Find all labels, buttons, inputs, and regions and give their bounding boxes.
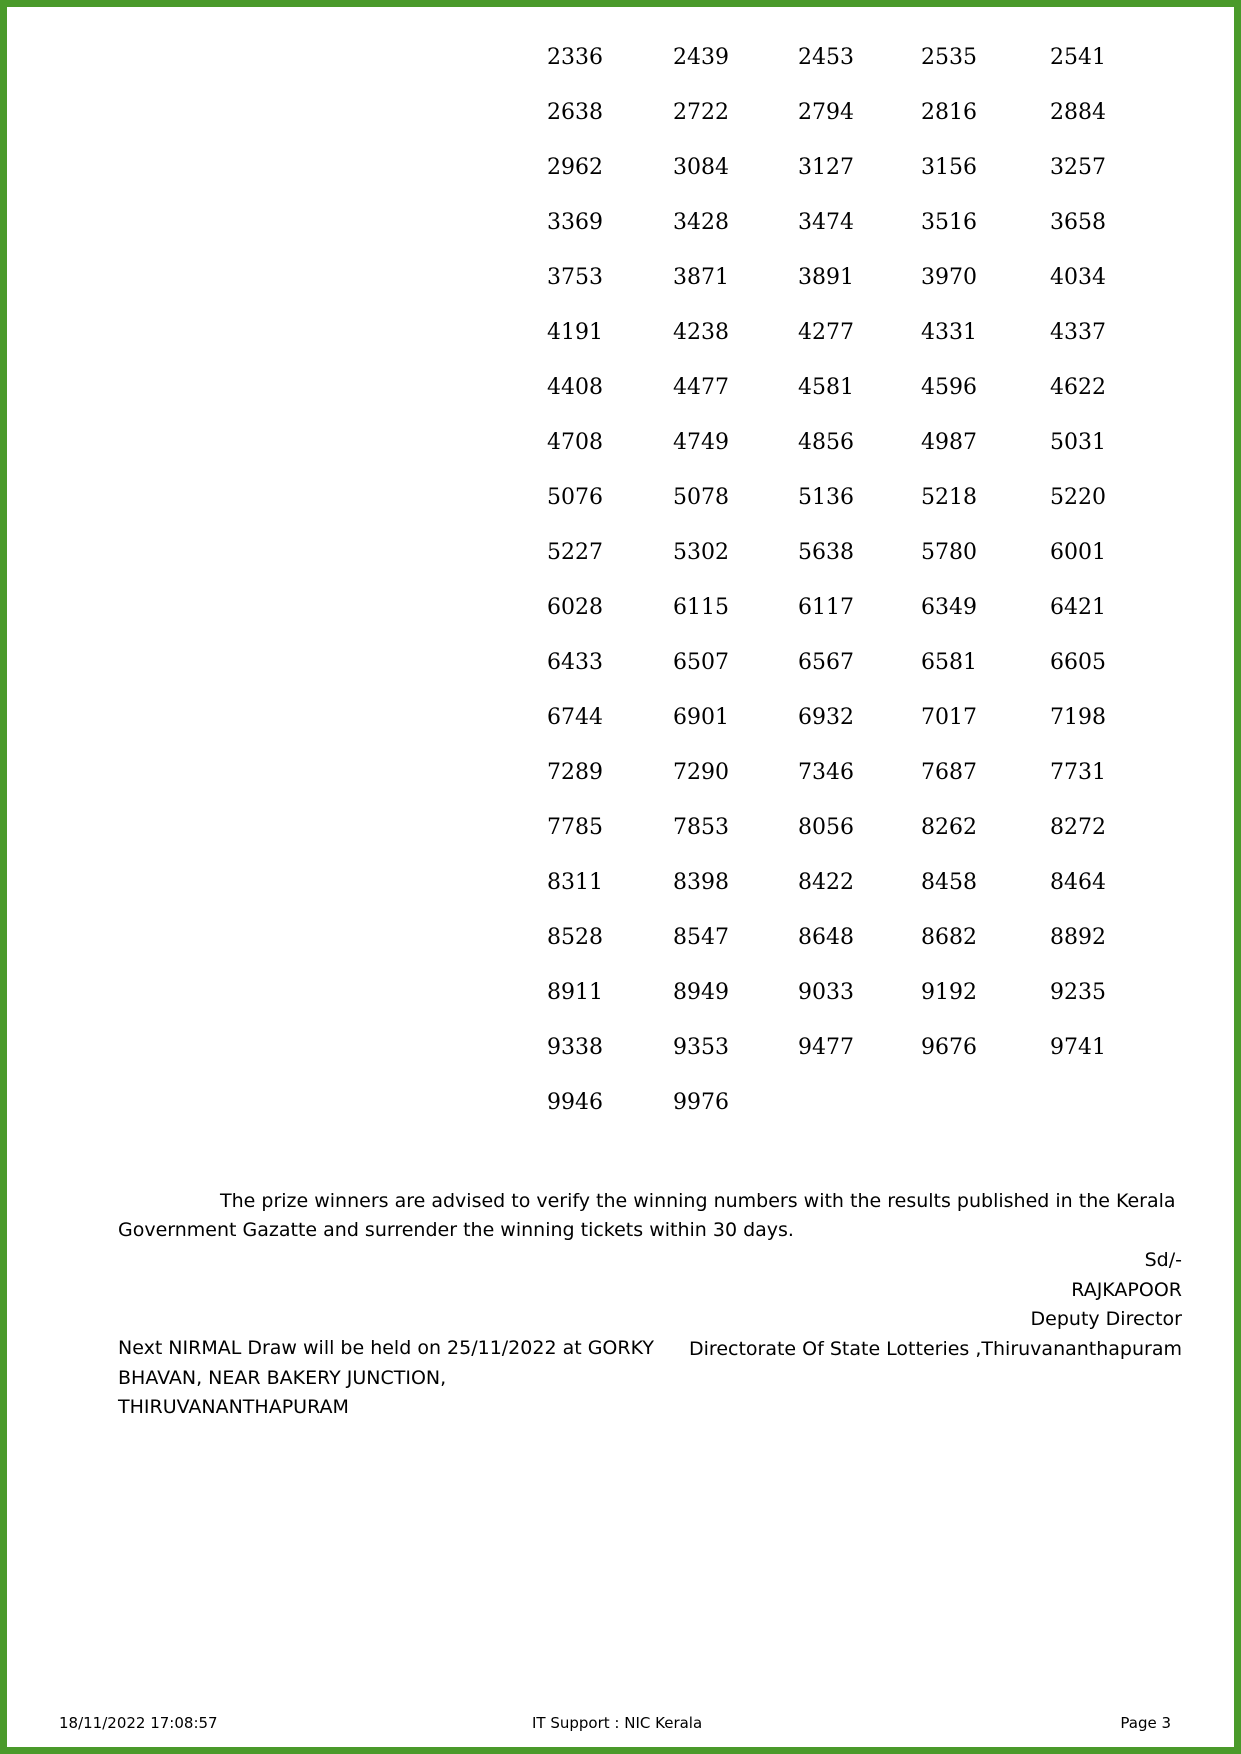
winning-number: 6115 bbox=[673, 595, 729, 620]
number-row bbox=[0, 44, 1241, 99]
winning-number: 4238 bbox=[673, 320, 729, 345]
winning-number: 7346 bbox=[798, 760, 854, 785]
winning-number: 5136 bbox=[798, 485, 854, 510]
winning-number: 6581 bbox=[921, 650, 977, 675]
winning-number: 8458 bbox=[921, 870, 977, 895]
winning-number: 7290 bbox=[673, 760, 729, 785]
number-row bbox=[0, 979, 1241, 1034]
signatory-designation: Deputy Director bbox=[1030, 1308, 1182, 1330]
winning-number: 4596 bbox=[921, 375, 977, 400]
winning-number: 6433 bbox=[547, 650, 603, 675]
winning-number: 8682 bbox=[921, 925, 977, 950]
winning-number: 5302 bbox=[673, 540, 729, 565]
winning-number: 9477 bbox=[798, 1035, 854, 1060]
winning-number: 5780 bbox=[921, 540, 977, 565]
winning-number: 2336 bbox=[547, 45, 603, 70]
number-row bbox=[0, 924, 1241, 979]
winning-number: 2535 bbox=[921, 45, 977, 70]
number-row bbox=[0, 484, 1241, 539]
number-row bbox=[0, 594, 1241, 649]
winning-number: 6932 bbox=[798, 705, 854, 730]
next-draw-notice: Next NIRMAL Draw will be held on 25/11/2022 at GORKY BHAVAN, NEAR BAKERY JUNCTION, THIRUVANANTHAPURAM bbox=[118, 1337, 654, 1418]
number-row bbox=[0, 759, 1241, 814]
winning-number: 2962 bbox=[547, 155, 603, 180]
winning-number: 9976 bbox=[673, 1090, 729, 1115]
winning-number: 4277 bbox=[798, 320, 854, 345]
winning-number: 4749 bbox=[673, 430, 729, 455]
winning-number: 5220 bbox=[1050, 485, 1106, 510]
winning-number: 7853 bbox=[673, 815, 729, 840]
number-row bbox=[0, 539, 1241, 594]
winning-number: 4337 bbox=[1050, 320, 1106, 345]
signature-block bbox=[689, 1246, 1182, 1364]
number-row bbox=[0, 649, 1241, 704]
winning-number: 7198 bbox=[1050, 705, 1106, 730]
number-row bbox=[0, 704, 1241, 759]
number-row bbox=[0, 99, 1241, 154]
winning-number: 9033 bbox=[798, 980, 854, 1005]
winning-number: 3658 bbox=[1050, 210, 1106, 235]
winning-number: 5227 bbox=[547, 540, 603, 565]
number-row bbox=[0, 1034, 1241, 1089]
winning-number: 9741 bbox=[1050, 1035, 1106, 1060]
winning-number: 4622 bbox=[1050, 375, 1106, 400]
winning-number: 7731 bbox=[1050, 760, 1106, 785]
winning-number: 9192 bbox=[921, 980, 977, 1005]
winning-number: 6001 bbox=[1050, 540, 1106, 565]
winning-number: 9338 bbox=[547, 1035, 603, 1060]
winning-number: 7289 bbox=[547, 760, 603, 785]
winning-number: 3891 bbox=[798, 265, 854, 290]
winning-number: 6507 bbox=[673, 650, 729, 675]
winning-number: 6028 bbox=[547, 595, 603, 620]
winning-number: 3970 bbox=[921, 265, 977, 290]
winning-number: 8648 bbox=[798, 925, 854, 950]
winning-number: 9353 bbox=[673, 1035, 729, 1060]
winning-number: 4856 bbox=[798, 430, 854, 455]
winning-number: 8528 bbox=[547, 925, 603, 950]
footer-page-number: Page 3 bbox=[1120, 1714, 1171, 1732]
winning-number: 6901 bbox=[673, 705, 729, 730]
winning-number: 3257 bbox=[1050, 155, 1106, 180]
winning-number: 3084 bbox=[673, 155, 729, 180]
winning-number: 4477 bbox=[673, 375, 729, 400]
winning-number: 2453 bbox=[798, 45, 854, 70]
winning-number: 4034 bbox=[1050, 265, 1106, 290]
winning-number: 7017 bbox=[921, 705, 977, 730]
winning-number: 3516 bbox=[921, 210, 977, 235]
winning-number: 4987 bbox=[921, 430, 977, 455]
winning-number: 9235 bbox=[1050, 980, 1106, 1005]
number-row bbox=[0, 209, 1241, 264]
winning-number: 2884 bbox=[1050, 100, 1106, 125]
winning-number: 3871 bbox=[673, 265, 729, 290]
winning-number: 5076 bbox=[547, 485, 603, 510]
signatory-name: RAJKAPOOR bbox=[1071, 1278, 1182, 1301]
winning-number: 6744 bbox=[547, 705, 603, 730]
winning-number: 8262 bbox=[921, 815, 977, 840]
winning-number: 3156 bbox=[921, 155, 977, 180]
winning-number: 8056 bbox=[798, 815, 854, 840]
footer-timestamp: 18/11/2022 17:08:57 bbox=[59, 1714, 218, 1732]
number-row bbox=[0, 429, 1241, 484]
winning-number: 8272 bbox=[1050, 815, 1106, 840]
winning-number: 4191 bbox=[547, 320, 603, 345]
winning-number: 4708 bbox=[547, 430, 603, 455]
winning-number: 4408 bbox=[547, 375, 603, 400]
winning-number: 8949 bbox=[673, 980, 729, 1005]
winning-number: 3428 bbox=[673, 210, 729, 235]
winning-number: 5638 bbox=[798, 540, 854, 565]
number-row bbox=[0, 1089, 1241, 1144]
winning-number: 2816 bbox=[921, 100, 977, 125]
winning-number: 5078 bbox=[673, 485, 729, 510]
winning-number: 4581 bbox=[798, 375, 854, 400]
winning-number: 6349 bbox=[921, 595, 977, 620]
winning-number: 8892 bbox=[1050, 925, 1106, 950]
winning-number: 8911 bbox=[547, 980, 603, 1005]
winning-number: 3753 bbox=[547, 265, 603, 290]
signature-sd: Sd/- bbox=[1144, 1249, 1182, 1271]
winning-number: 5031 bbox=[1050, 430, 1106, 455]
winning-number: 2638 bbox=[547, 100, 603, 125]
number-row bbox=[0, 264, 1241, 319]
winning-number: 2722 bbox=[673, 100, 729, 125]
number-row bbox=[0, 374, 1241, 429]
number-row bbox=[0, 319, 1241, 374]
winning-number: 9946 bbox=[547, 1090, 603, 1115]
winning-number: 3474 bbox=[798, 210, 854, 235]
winning-number: 4331 bbox=[921, 320, 977, 345]
winning-number: 8398 bbox=[673, 870, 729, 895]
prize-notice bbox=[118, 1187, 1183, 1245]
winning-numbers-grid bbox=[0, 44, 1241, 1144]
number-row bbox=[0, 869, 1241, 924]
number-row bbox=[0, 814, 1241, 869]
winning-number: 7687 bbox=[921, 760, 977, 785]
winning-number: 8422 bbox=[798, 870, 854, 895]
winning-number: 8464 bbox=[1050, 870, 1106, 895]
winning-number: 2794 bbox=[798, 100, 854, 125]
winning-number: 7785 bbox=[547, 815, 603, 840]
winning-number: 8311 bbox=[547, 870, 603, 895]
footer-support: IT Support : NIC Kerala bbox=[532, 1714, 703, 1732]
winning-number: 3127 bbox=[798, 155, 854, 180]
winning-number: 6567 bbox=[798, 650, 854, 675]
winning-number: 9676 bbox=[921, 1035, 977, 1060]
winning-number: 6421 bbox=[1050, 595, 1106, 620]
winning-number: 2439 bbox=[673, 45, 729, 70]
prize-notice-text: The prize winners are advised to verify the winning numbers with the results published in the Kerala Government Gazatte and surrender the winning tickets within 30 days. bbox=[118, 1190, 1176, 1241]
number-row bbox=[0, 154, 1241, 209]
winning-number: 6117 bbox=[798, 595, 854, 620]
winning-number: 6605 bbox=[1050, 650, 1106, 675]
signatory-office: Directorate Of State Lotteries ,Thiruvananthapuram bbox=[689, 1337, 1182, 1360]
winning-number: 2541 bbox=[1050, 45, 1106, 70]
winning-number: 8547 bbox=[673, 925, 729, 950]
winning-number: 5218 bbox=[921, 485, 977, 510]
winning-number: 3369 bbox=[547, 210, 603, 235]
